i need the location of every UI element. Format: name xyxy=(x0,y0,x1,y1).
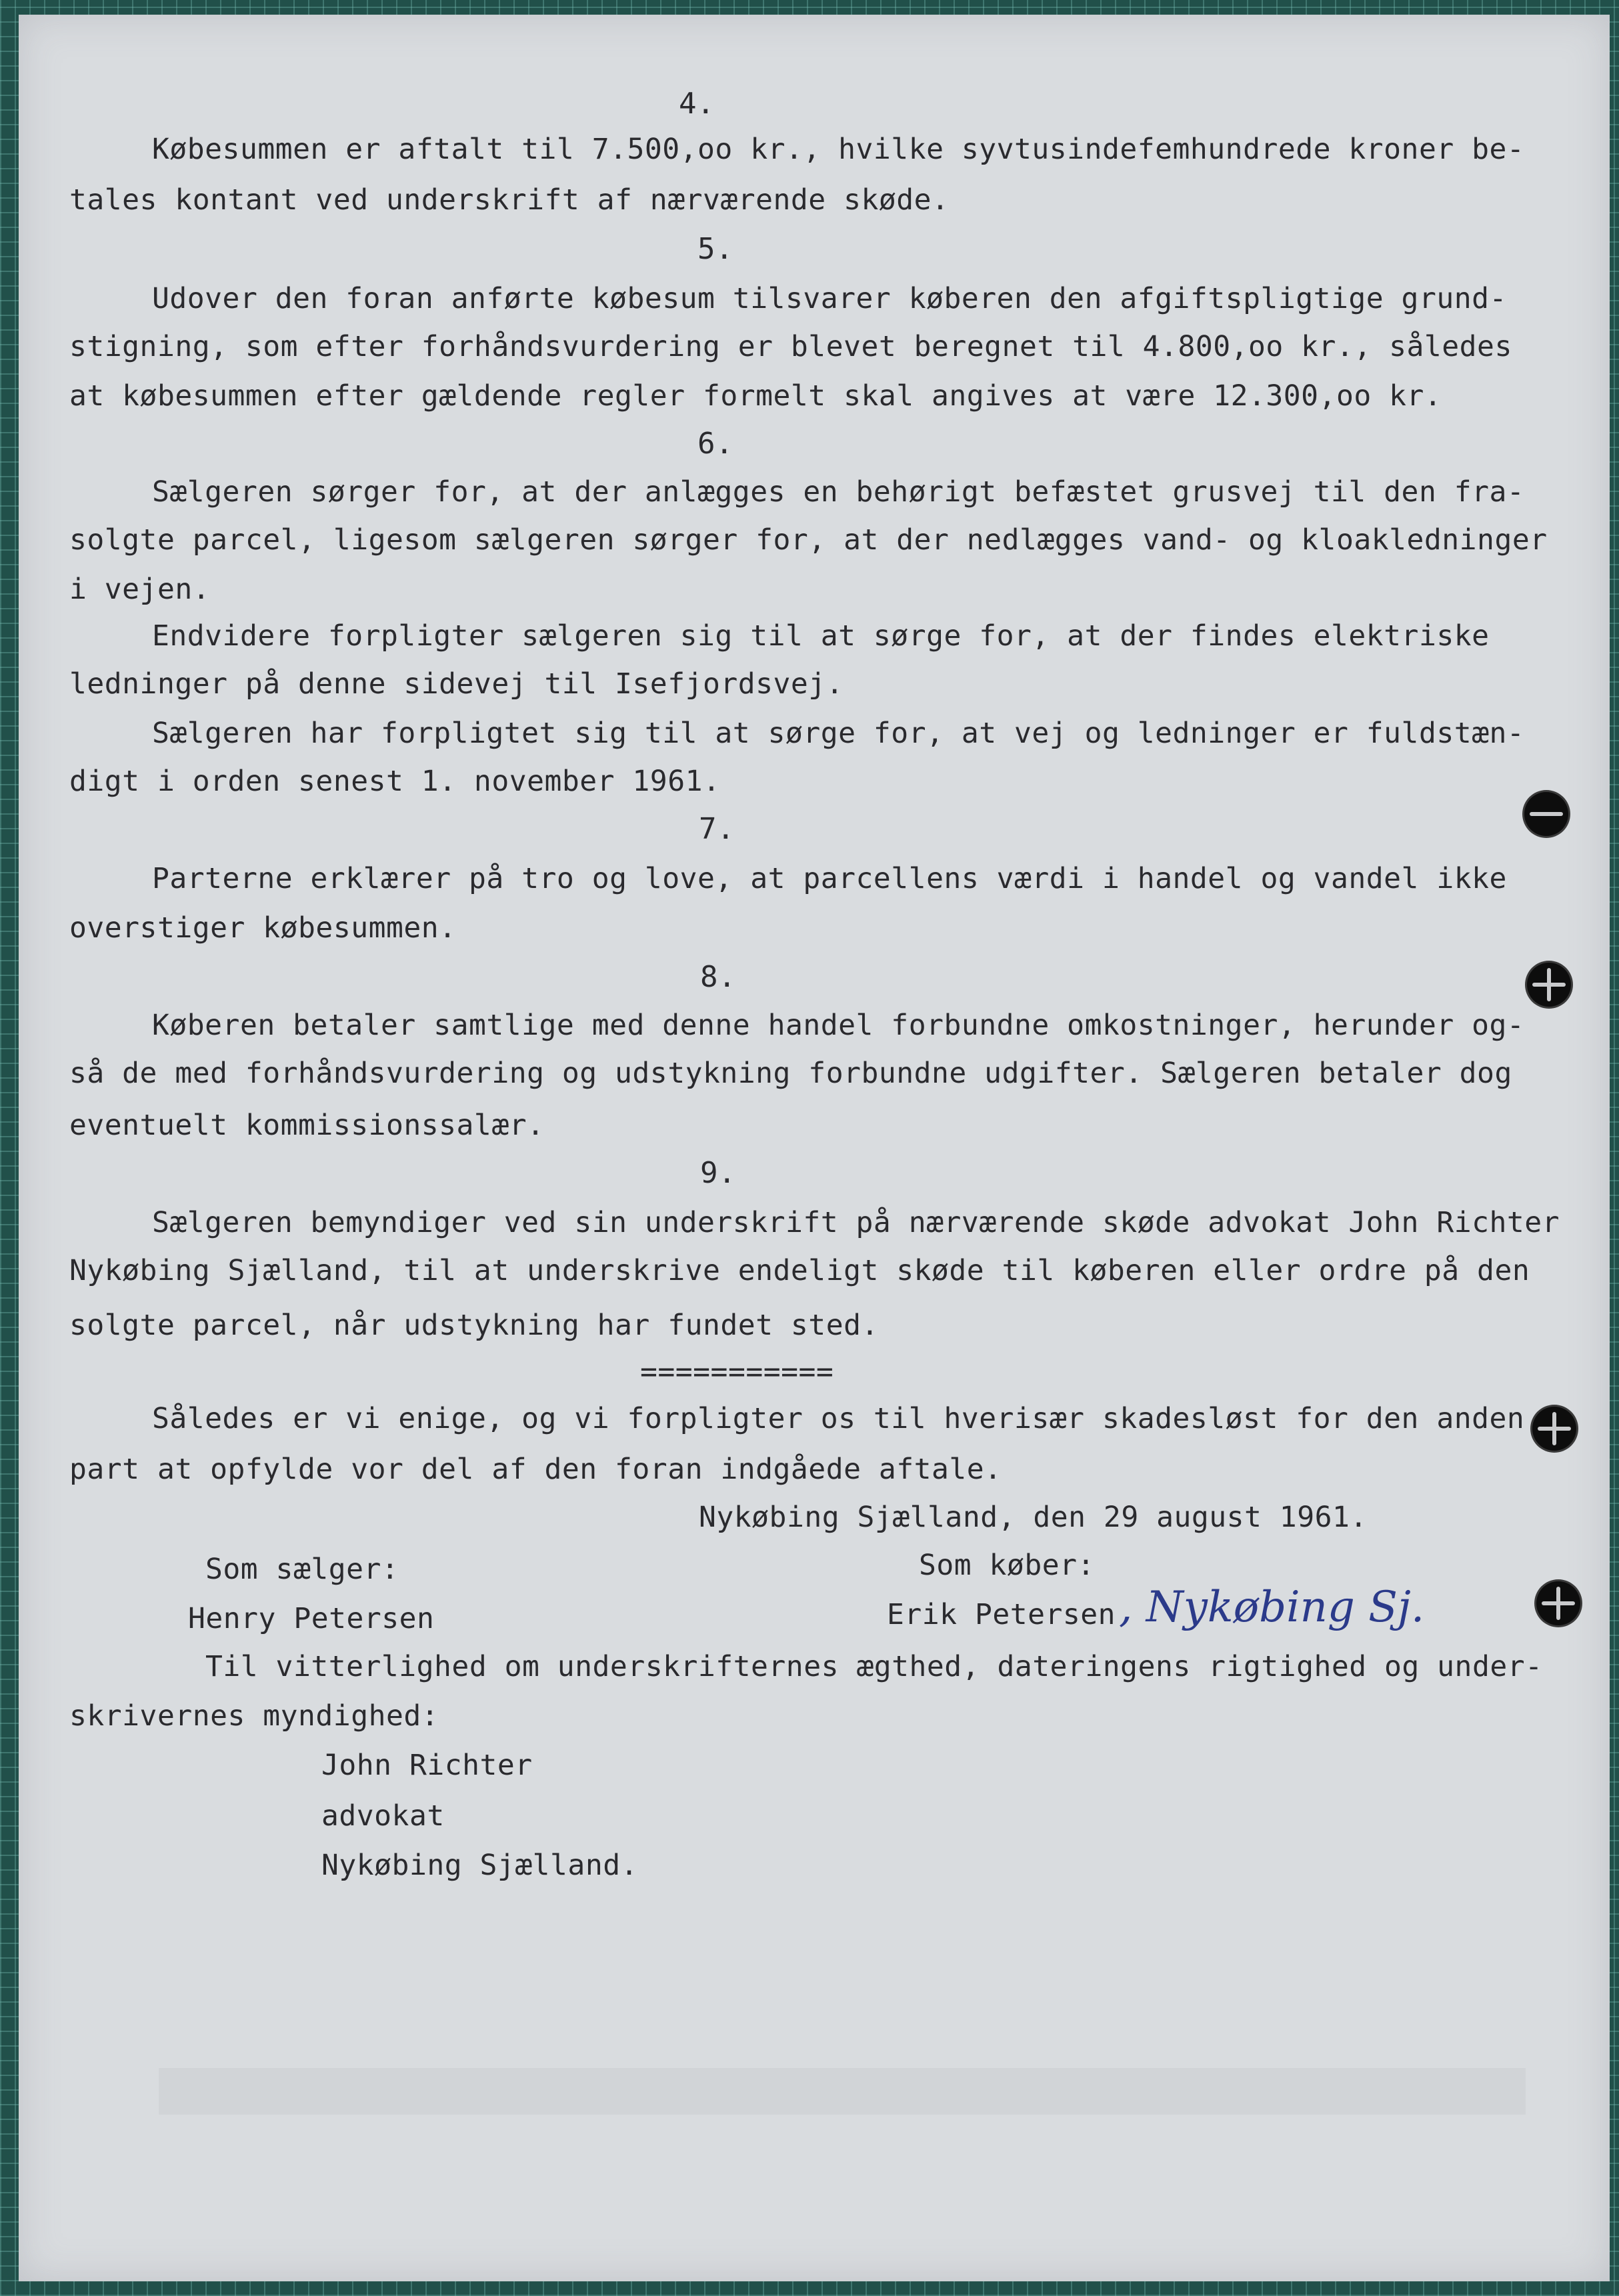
document-page xyxy=(19,15,1610,2281)
text-line: overstiger købesummen. xyxy=(69,911,457,945)
witness-title: advokat xyxy=(321,1799,445,1833)
place-date-line: Nykøbing Sjælland, den 29 august 1961. xyxy=(699,1501,1368,1534)
handwritten-signature: , Nykøbing Sj. xyxy=(1119,1583,1425,1632)
text-line: ledninger på denne sidevej til Isefjordsvej. xyxy=(69,667,844,701)
text-line: Sælgeren har forpligtet sig til at sørge for, at vej og ledninger er fuldstæn- xyxy=(152,717,1525,750)
section-number-9: 9. xyxy=(700,1156,736,1190)
text-line: Nykøbing Sjælland, til at underskrive endeligt skøde til køberen eller ordre på den xyxy=(69,1254,1530,1287)
text-line: Sælgeren bemyndiger ved sin underskrift på nærværende skøde advokat John Richter xyxy=(152,1206,1560,1239)
text-line: solgte parcel, ligesom sælgeren sørger for, at der nedlægges vand- og kloakledninger xyxy=(69,523,1548,557)
faint-bleedthrough-watermark xyxy=(159,2041,1526,2141)
buyer-name: Erik Petersen xyxy=(887,1598,1116,1631)
text-line: Køberen betaler samtlige med denne handel forbundne omkostninger, herunder og- xyxy=(152,1009,1525,1042)
text-line: skrivernes myndighed: xyxy=(69,1699,439,1733)
punch-hole-icon xyxy=(1536,1581,1580,1625)
seller-label: Som sælger: xyxy=(205,1553,399,1586)
text-line: Købesummen er aftalt til 7.500,oo kr., hvilke syvtusindefemhundrede kroner be- xyxy=(152,133,1525,166)
text-line: part at opfylde vor del af den foran indgåede aftale. xyxy=(69,1453,1002,1486)
section-number-8: 8. xyxy=(700,960,736,994)
text-line: Således er vi enige, og vi forpligter os til hverisær skadesløst for den anden xyxy=(152,1402,1525,1435)
punch-hole-icon xyxy=(1527,963,1571,1007)
separator-rule: =========== xyxy=(640,1355,834,1389)
section-number-6: 6. xyxy=(697,427,733,461)
text-line: i vejen. xyxy=(69,573,211,606)
text-line: Udover den foran anførte købesum tilsvarer køberen den afgiftspligtige grund- xyxy=(152,282,1507,315)
punch-hole-icon xyxy=(1532,1407,1576,1451)
text-line: at købesummen efter gældende regler formelt skal angives at være 12.300,oo kr. xyxy=(69,379,1442,413)
punch-hole-icon xyxy=(1524,792,1568,836)
text-line: Til vitterlighed om underskrifternes ægthed, dateringens rigtighed og under- xyxy=(205,1650,1543,1683)
text-line: Parterne erklærer på tro og love, at parcellens værdi i handel og vandel ikke xyxy=(152,862,1507,895)
text-line: tales kontant ved underskrift af nærværende skøde. xyxy=(69,183,950,217)
text-line: digt i orden senest 1. november 1961. xyxy=(69,765,721,798)
text-line: så de med forhåndsvurdering og udstykning forbundne udgifter. Sælgeren betaler dog xyxy=(69,1057,1512,1090)
seller-name: Henry Petersen xyxy=(188,1602,435,1635)
buyer-label: Som køber: xyxy=(919,1549,1095,1582)
text-line: Endvidere forpligter sælgeren sig til at sørge for, at der findes elektriske xyxy=(152,619,1490,653)
text-line: Sælgeren sørger for, at der anlægges en behørigt befæstet grusvej til den fra- xyxy=(152,475,1525,509)
text-line: eventuelt kommissionssalær. xyxy=(69,1109,545,1142)
witness-place: Nykøbing Sjælland. xyxy=(321,1849,638,1882)
witness-name: John Richter xyxy=(321,1749,533,1782)
text-line: solgte parcel, når udstykning har fundet sted. xyxy=(69,1309,879,1342)
text-line: stigning, som efter forhåndsvurdering er blevet beregnet til 4.800,oo kr., således xyxy=(69,330,1512,363)
section-number-5: 5. xyxy=(697,232,733,266)
section-number-7: 7. xyxy=(699,812,735,846)
section-number-4: 4. xyxy=(679,87,715,121)
